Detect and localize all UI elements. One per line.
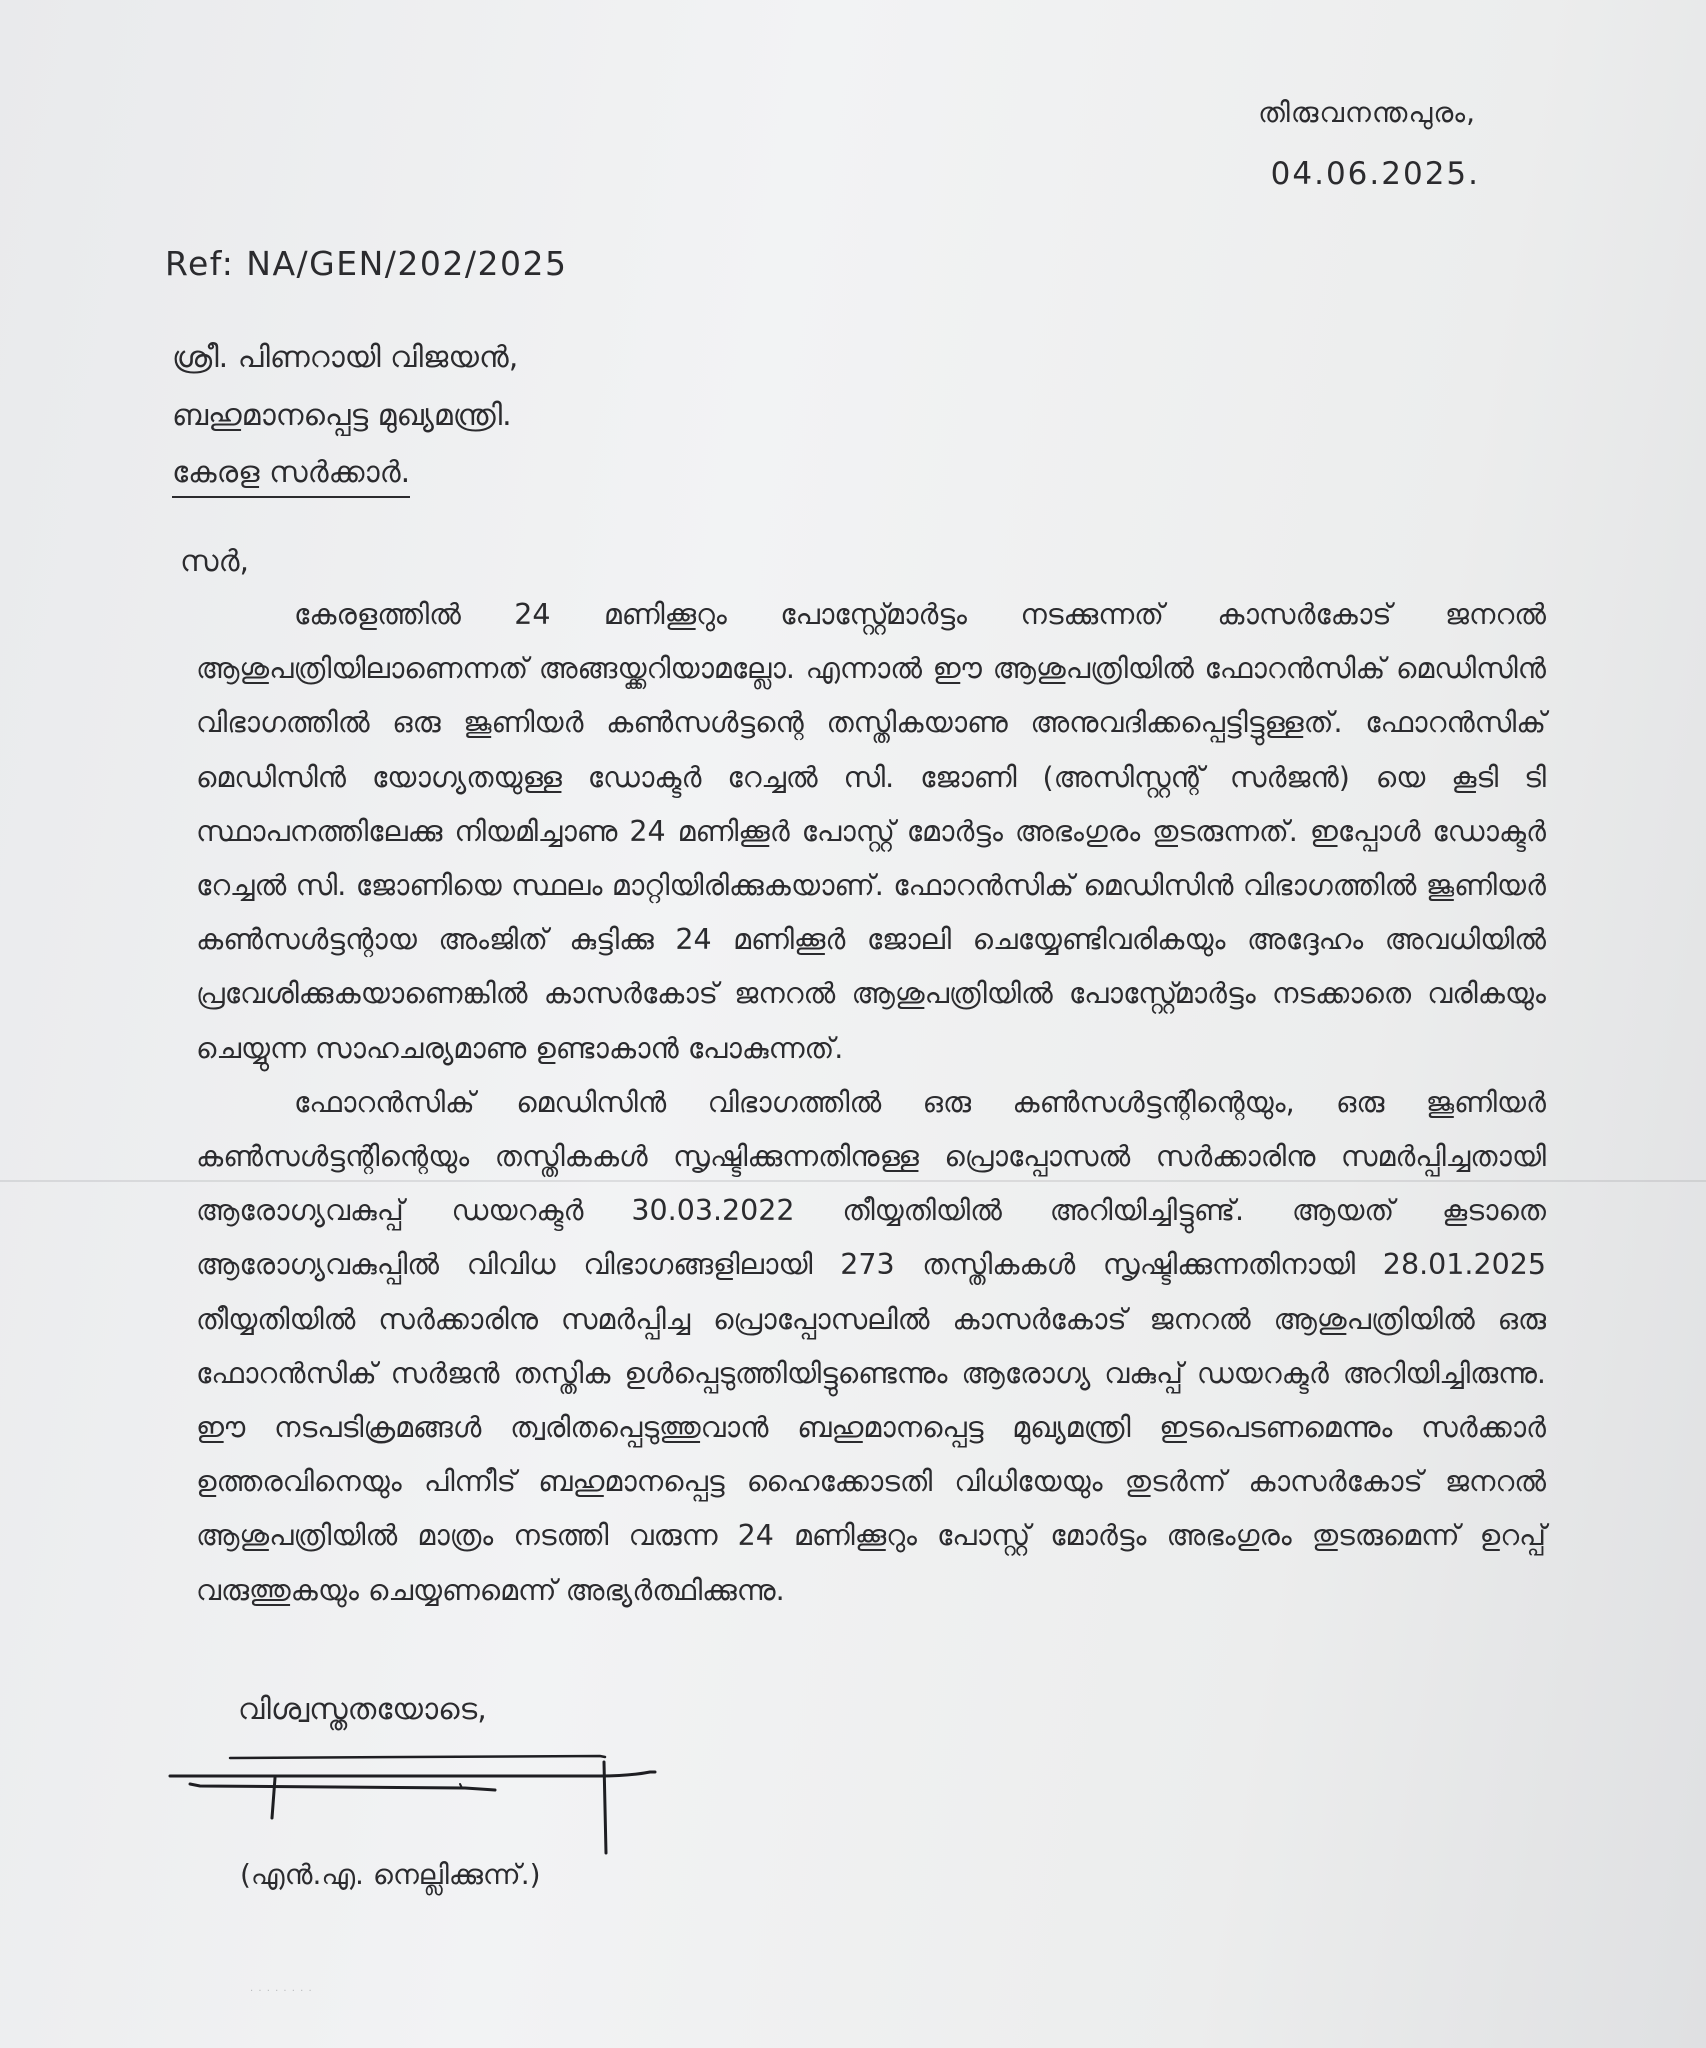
faint-print-mark: · · · · · · · · [250, 1986, 313, 1997]
paragraph-1: കേരളത്തിൽ 24 മണിക്കൂറും പോസ്റ്റ്മോർട്ടം നടക്കുന്നത് കാസർകോട് ജനറൽ ആശുപത്രിയിലാണെന്നത് അങ്ങയ്ക്കറിയാമല്ലോ. എന്നാൽ ഈ ആശുപത്രിയിൽ ഫോറൻസിക് മെഡിസിൻ വിഭാഗത്തിൽ ഒരു ജൂണിയർ കൺസൾട്ടന്റെ തസ്തികയാണു അനുവദിക്കപ്പെട്ടിട്ടുള്ളത്. ഫോറൻസിക് മെഡിസിൻ യോഗ്യതയുള്ള ഡോക്ടർ റേച്ചൽ സി. ജോണി (അസിസ്റ്റന്റ് സർജൻ) യെ കൂടി ടി സ്ഥാപനത്തിലേക്കു നിയമിച്ചാണു 24 മണിക്കൂർ പോസ്റ്റ് മോർട്ടം അഭംഗുരം തുടരുന്നത്. ഇപ്പോൾ ഡോക്ടർ റേച്ചൽ സി. ജോണിയെ സ്ഥലം മാറ്റിയിരിക്കുകയാണ്. ഫോറൻസിക് മെഡിസിൻ വിഭാഗത്തിൽ ജൂണിയർ കൺസൾട്ടന്റായ അംജിത് കുട്ടിക്കു 24 മണിക്കൂർ ജോലി ചെയ്യേണ്ടിവരികയും അദ്ദേഹം അവധിയിൽ പ്രവേശിക്കുകയാണെങ്കിൽ കാസർകോട് ജനറൽ ആശുപത്രിയിൽ പോസ്റ്റ്മോർട്ടം നടക്കാതെ വരികയും ചെയ്യുന്ന സാഹചര്യമാണു ഉണ്ടാകാൻ പോകുന്നത്. [196, 598, 1546, 1065]
letter-place: തിരുവനന്തപുരം, [1258, 96, 1476, 129]
closing: വിശ്വസ്തതയോടെ, [238, 1692, 487, 1727]
reference-number: Ref: NA/GEN/202/2025 [165, 244, 568, 283]
signature-mark [160, 1748, 680, 1868]
recipient-name: ശ്രീ. പിണറായി വിജയൻ, [172, 340, 519, 375]
recipient-government: കേരള സർക്കാർ. [172, 455, 410, 498]
recipient-designation: ബഹുമാനപ്പെട്ട മുഖ്യമന്ത്രി. [172, 398, 512, 433]
signatory-name: (എൻ.എ. നെല്ലിക്കുന്ന്.) [240, 1858, 541, 1891]
paragraph-2: ഫോറൻസിക് മെഡിസിൻ വിഭാഗത്തിൽ ഒരു കൺസൾട്ടന്റിന്റെയും, ഒരു ജൂണിയർ കൺസൾട്ടന്റിന്റെയും തസ്തികകൾ സൃഷ്ടിക്കുന്നതിനുള്ള പ്രൊപ്പോസൽ സർക്കാരിനു സമർപ്പിച്ചതായി ആരോഗ്യവകുപ്പ് ഡയറക്ടർ 30.03.2022 തീയ്യതിയിൽ അറിയിച്ചിട്ടുണ്ട്. ആയത് കൂടാതെ ആരോഗ്യവകുപ്പിൽ വിവിധ വിഭാഗങ്ങളിലായി 273 തസ്തികകൾ സൃഷ്ടിക്കുന്നതിനായി 28.01.2025 തീയ്യതിയിൽ സർക്കാരിനു സമർപ്പിച്ച പ്രൊപ്പോസലിൽ കാസർകോട് ജനറൽ ആശുപത്രിയിൽ ഒരു ഫോറൻസിക് സർജൻ തസ്തിക ഉൾപ്പെടുത്തിയിട്ടുണ്ടെന്നും ആരോഗ്യ വകുപ്പ് ഡയറക്ടർ അറിയിച്ചിരുന്നു. ഈ നടപടിക്രമങ്ങൾ ത്വരിതപ്പെടുത്തുവാൻ ബഹുമാനപ്പെട്ട മുഖ്യമന്ത്രി ഇടപെടണമെന്നും സർക്കാർ ഉത്തരവിനെയും പിന്നീട് ബഹുമാനപ്പെട്ട ഹൈക്കോടതി വിധിയേയും തുടർന്ന് കാസർകോട് ജനറൽ ആശുപത്രിയിൽ മാത്രം നടത്തി വരുന്ന 24 മണിക്കൂറും പോസ്റ്റ് മോർട്ടം അഭംഗുരം തുടരുമെന്ന് ഉറപ്പ് വരുത്തുകയും ചെയ്യണമെന്ന് അഭ്യർത്ഥിക്കുന്നു. [196, 1085, 1546, 1607]
letter-date: 04.06.2025. [1270, 156, 1480, 192]
letter-body [196, 560, 1546, 1618]
salutation: സർ, [180, 544, 249, 579]
